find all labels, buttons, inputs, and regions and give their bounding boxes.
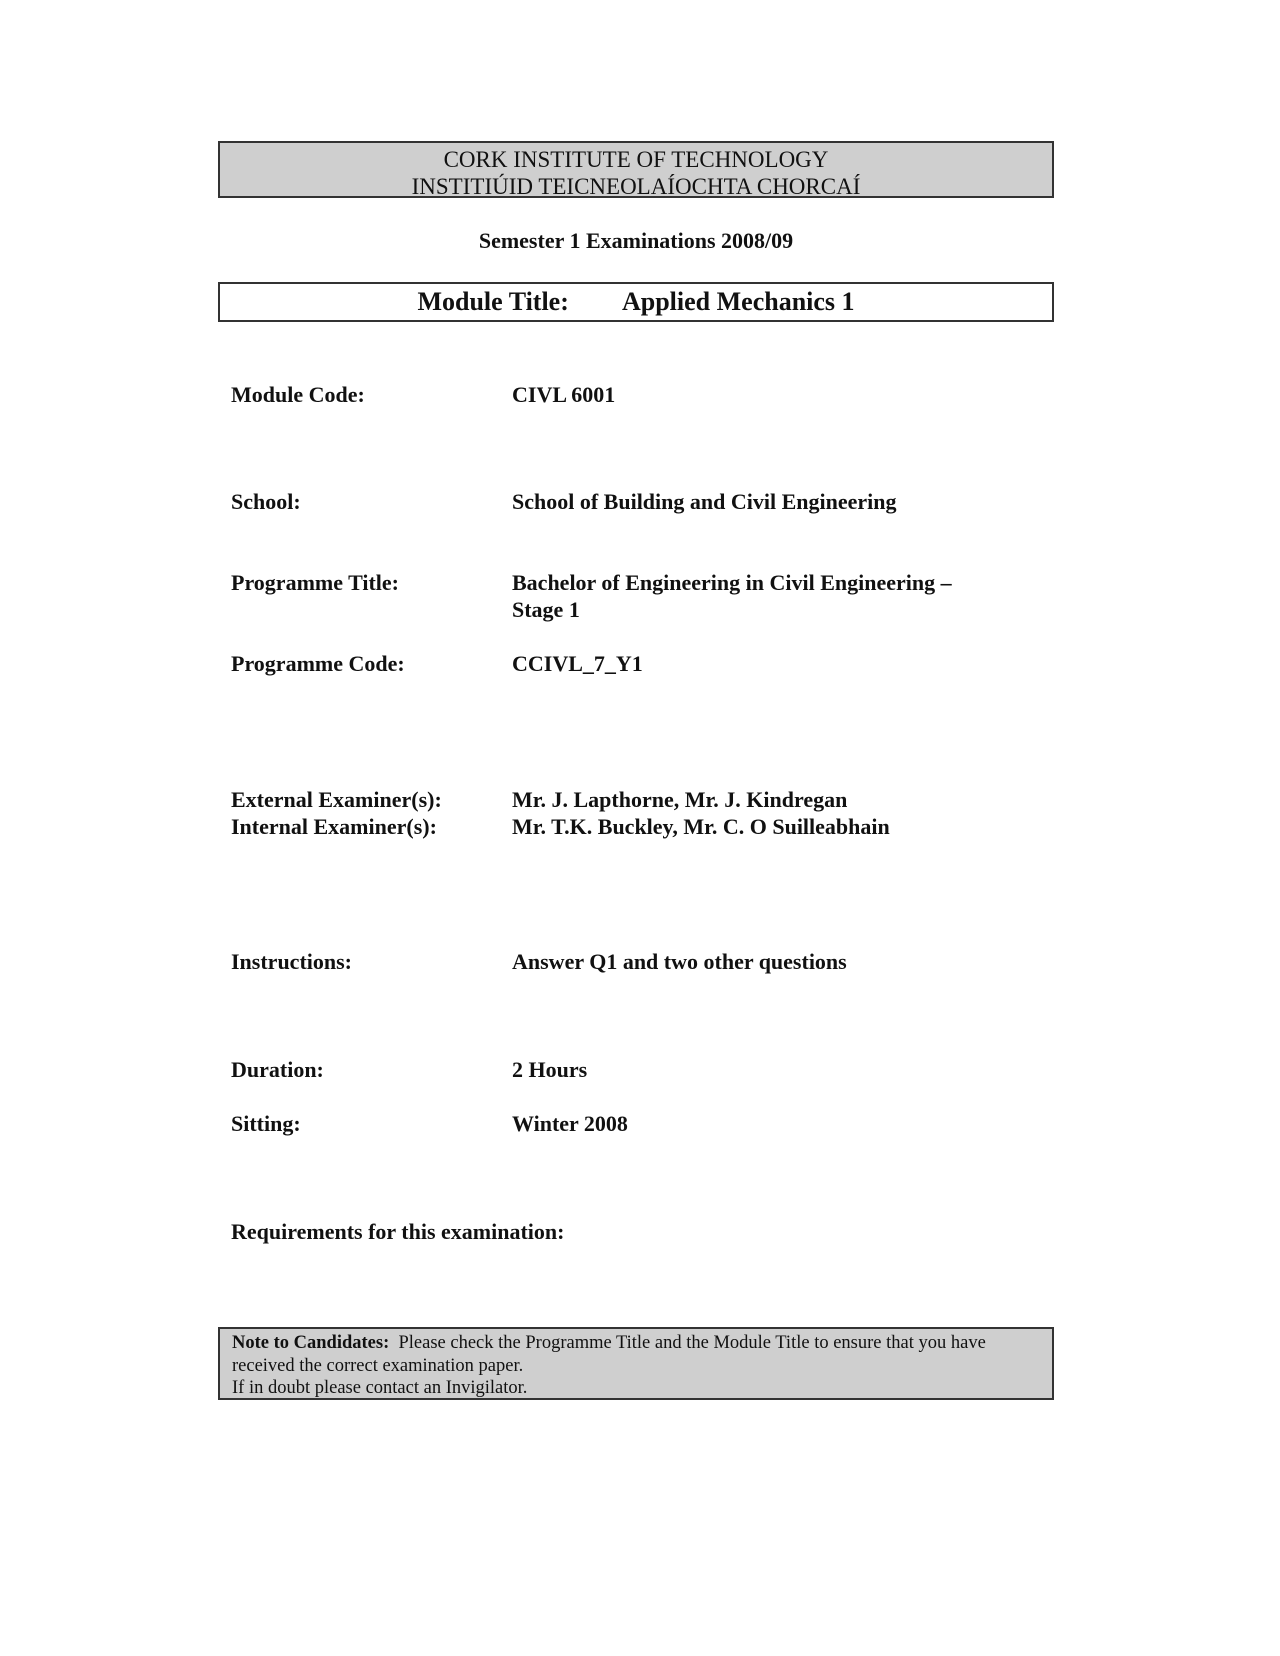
- note-line-1: [232, 1332, 1042, 1355]
- programme-code-value: CCIVL_7_Y1: [512, 651, 643, 676]
- programme-title-value: [512, 569, 1032, 623]
- note-text-line-2: received the correct examination paper.: [232, 1355, 524, 1376]
- duration-label: Duration:: [231, 1057, 324, 1082]
- external-examiners-value: Mr. J. Lapthorne, Mr. J. Kindregan: [512, 787, 848, 812]
- module-title-value: Applied Mechanics 1: [621, 287, 855, 316]
- sitting-value: Winter 2008: [512, 1111, 628, 1136]
- note-heading: Note to Candidates:: [232, 1333, 390, 1353]
- requirements-label: Requirements for this examination:: [231, 1219, 565, 1244]
- school-label: School:: [231, 489, 301, 514]
- institute-name-english: CORK INSTITUTE OF TECHNOLOGY: [443, 147, 829, 172]
- module-title-label: Module Title:: [417, 287, 569, 316]
- semester-heading: Semester 1 Examinations 2008/09: [478, 228, 794, 253]
- module-code-value: CIVL 6001: [512, 382, 616, 407]
- school-value: School of Building and Civil Engineering: [512, 489, 897, 514]
- programme-title-line-2: Stage 1: [512, 597, 580, 622]
- instructions-value: Answer Q1 and two other questions: [512, 949, 847, 974]
- internal-examiners-value: Mr. T.K. Buckley, Mr. C. O Suilleabhain: [512, 814, 890, 839]
- programme-title-line-1: Bachelor of Engineering in Civil Engineering –: [512, 570, 952, 595]
- module-code-label: Module Code:: [231, 382, 365, 407]
- internal-examiners-label: Internal Examiner(s):: [231, 814, 437, 839]
- module-title-box: [218, 282, 1054, 322]
- programme-code-label: Programme Code:: [231, 651, 405, 676]
- institute-name-irish: INSTITIÚID TEICNEOLAÍOCHTA CHORCAÍ: [411, 174, 861, 199]
- duration-value: 2 Hours: [512, 1057, 588, 1082]
- programme-title-label: Programme Title:: [231, 570, 400, 595]
- note-to-candidates-box: [218, 1327, 1054, 1400]
- note-text-line-3: If in doubt please contact an Invigilator.: [232, 1378, 528, 1398]
- external-examiners-label: External Examiner(s):: [231, 787, 442, 812]
- instructions-label: Instructions:: [231, 949, 353, 974]
- sitting-label: Sitting:: [231, 1111, 301, 1136]
- institute-header-box: [218, 141, 1054, 198]
- note-text-line-1: Please check the Programme Title and the Module Title to ensure that you have: [398, 1333, 986, 1353]
